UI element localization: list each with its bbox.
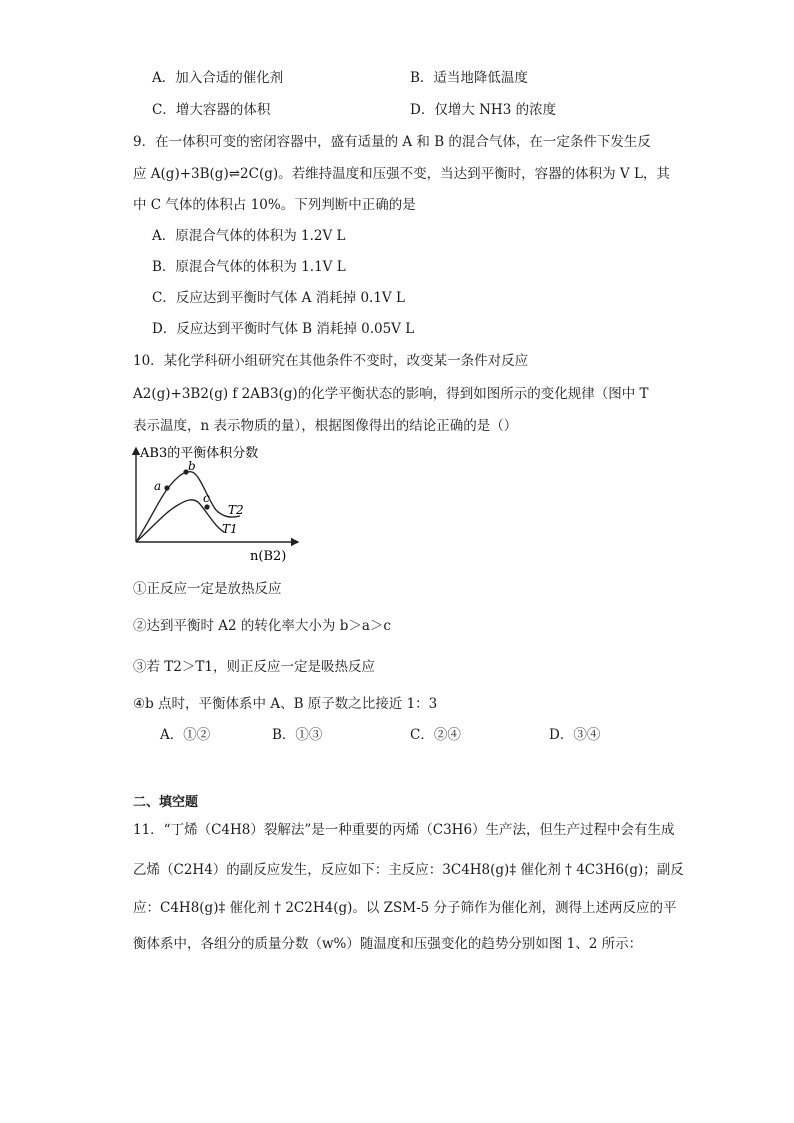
q10-option-a: A．①②	[160, 727, 211, 743]
q10-chart	[120, 440, 320, 570]
q9-text-line2: 应 A(g)+3B(g)⇌2C(g)。若维持温度和压强不变，当达到平衡时，容器的体积为 V L，其	[133, 166, 670, 182]
q9-text-line3: 中 C 气体的体积占 10%。下列判断中正确的是	[133, 197, 416, 213]
point-label-c: c	[203, 491, 210, 505]
q8-option-a: A．加入合适的催化剂	[152, 70, 284, 86]
q10-text-line1: 10．某化学科研小组研究在其他条件不变时，改变某一条件对反应	[133, 353, 529, 369]
q11-text-line1: 11．“丁烯（C4H8）裂解法”是一种重要的丙烯（C3H6）生产法，但生产过程中会有生成	[133, 822, 675, 838]
q10-statement-1: ①正反应一定是放热反应	[133, 581, 282, 597]
q11-text-line4: 衡体系中，各组分的质量分数（w%）随温度和压强变化的趋势分别如图 1、2 所示：	[133, 936, 643, 952]
q10-statement-3: ③若 T2＞T1，则正反应一定是吸热反应	[133, 659, 375, 675]
section-heading: 二、填空题	[133, 795, 199, 810]
q8-option-b: B．适当地降低温度	[410, 70, 528, 86]
chart-y-label: AB3的平衡体积分数	[140, 446, 259, 461]
q9-option-a: A．原混合气体的体积为 1.2V L	[152, 228, 346, 244]
point-label-b: b	[188, 459, 196, 473]
q10-option-d: D．③④	[549, 727, 601, 743]
q9-option-b: B．原混合气体的体积为 1.1V L	[152, 259, 346, 275]
q9-text-line1: 9．在一体积可变的密闭容器中，盛有适量的 A 和 B 的混合气体，在一定条件下发生反	[133, 134, 651, 150]
point-label-a: a	[154, 479, 162, 493]
q10-option-c: C．②④	[410, 727, 461, 743]
q10-option-b: B．①③	[272, 727, 323, 743]
q11-text-line3: 应：C4H8(g)‡ 催化剂 † 2C2H4(g)。以 ZSM-5 分子筛作为催化剂，测得上述两反应的平	[133, 900, 677, 916]
q11-text-line2: 乙烯（C2H4）的副反应发生，反应如下：主反应：3C4H8(g)‡ 催化剂 † 4C3H6(g)；副反	[133, 862, 684, 878]
q8-option-d: D．仅增大 NH3 的浓度	[410, 102, 557, 118]
series-label-t1: T1	[222, 522, 238, 536]
series-label-t2: T2	[228, 503, 244, 517]
chart-x-label: n(B2)	[250, 549, 287, 564]
q10-statement-2: ②达到平衡时 A2 的转化率大小为 b＞a＞c	[133, 618, 391, 634]
q10-text-line3: 表示温度，n 表示物质的量），根据图像得出的结论正确的是（）	[133, 418, 518, 434]
q9-option-c: C．反应达到平衡时气体 A 消耗掉 0.1V L	[152, 290, 405, 306]
q10-text-line2: A2(g)+3B2(g) f 2AB3(g)的化学平衡状态的影响，得到如图所示的变化规律（图中 T	[133, 386, 649, 402]
q9-option-d: D．反应达到平衡时气体 B 消耗掉 0.05V L	[152, 321, 415, 337]
point-c	[204, 504, 209, 509]
q8-option-c: C．增大容器的体积	[152, 102, 271, 118]
q10-statement-4: ④b 点时，平衡体系中 A、B 原子数之比接近 1：3	[133, 696, 438, 712]
point-a	[164, 485, 169, 490]
